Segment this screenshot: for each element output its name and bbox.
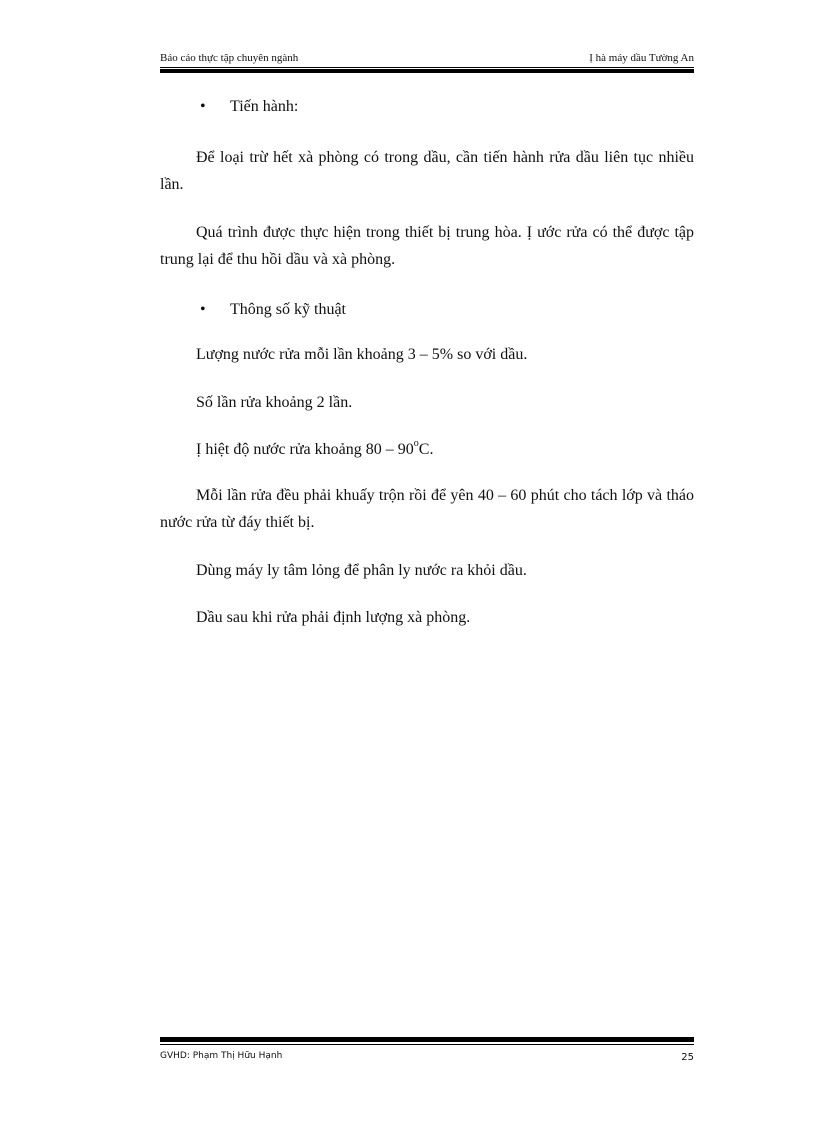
spec-soap-quantification: Dầu sau khi rửa phải định lượng xà phòng. [196, 609, 471, 626]
bullet-heading-specs: Thông số kỹ thuật [230, 301, 346, 318]
spec-wash-count: Số lần rửa khoảng 2 lần. [196, 394, 353, 411]
spec-water-temperature: Ị hiệt độ nước rửa khoảng 80 – 90$^o$C. [196, 437, 434, 458]
spec-centrifuge: Dùng máy ly tâm lỏng để phân ly nước ra khỏi dầu. [196, 562, 527, 579]
bullet-dot-icon: • [200, 98, 206, 115]
page-number: 25 [681, 1052, 694, 1063]
footer-advisor: GVHD: Phạm Thị Hữu Hạnh [160, 1051, 283, 1061]
bullet-dot-icon: • [200, 301, 206, 318]
header-rule-thick [160, 69, 694, 73]
bullet-heading-procedure: Tiến hành: [230, 98, 299, 115]
spec-water-amount: Lượng nước rửa mỗi lần khoảng 3 – 5% so với dầu. [196, 346, 528, 363]
paragraph-process: Quá trình được thực hiện trong thiết bị trung hòa. Ị ước rửa có thể được tập trung lại để thu hồi dầu và xà phòng. [160, 224, 694, 268]
header-rule-thin [160, 67, 694, 68]
header-report-title: Báo cáo thực tập chuyên ngành [160, 52, 299, 64]
header-company-name: Ị hà máy dầu Tường An [589, 52, 694, 64]
paragraph-soap-removal: Để loại trừ hết xà phòng có trong dầu, cần tiến hành rửa dầu liên tục nhiều lần. [160, 149, 694, 193]
footer-rule-thick [160, 1037, 694, 1042]
paragraph-stirring: Mỗi lần rửa đều phải khuấy trộn rồi để yên 40 – 60 phút cho tách lớp và tháo nước rửa từ đáy thiết bị. [160, 487, 694, 531]
footer-rule-thin [160, 1044, 694, 1045]
